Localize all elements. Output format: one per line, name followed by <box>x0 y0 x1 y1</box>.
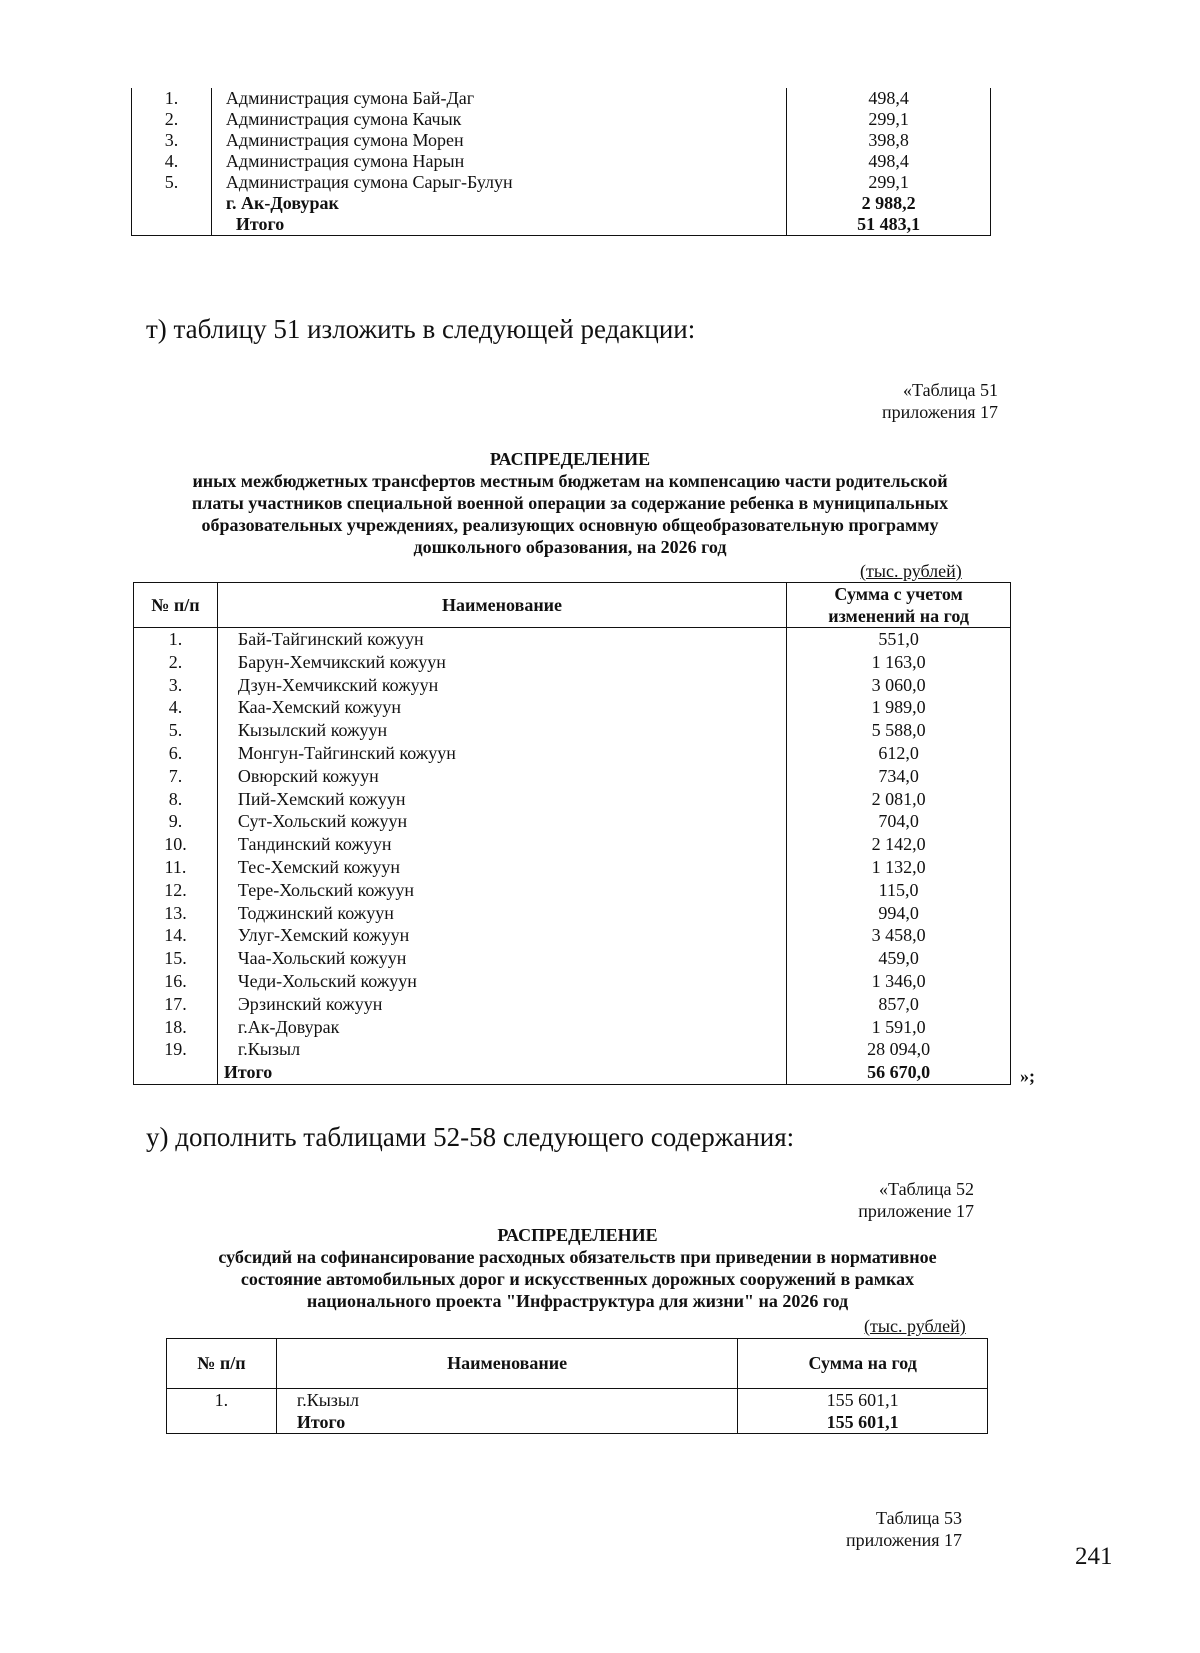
closing-quote: »; <box>1020 1066 1035 1086</box>
row-value: 1 132,0 <box>871 856 926 877</box>
row-number: 1. <box>167 1389 277 1412</box>
table-51-subtitle-3: образовательных учреждениях, реализующих основную общеобразовательную программу <box>201 515 939 535</box>
row-name: Чеди-Хольский кожуун <box>217 970 786 993</box>
table-row <box>134 742 1011 765</box>
table-row <box>134 696 1011 719</box>
row-value: 612,0 <box>878 742 919 763</box>
row-name: Монгун-Тайгинский кожуун <box>217 742 786 765</box>
row-name: Тоджинский кожуун <box>217 902 786 925</box>
row-number-empty <box>132 193 212 214</box>
row-name: Администрация сумона Сарыг-Булун <box>211 172 786 193</box>
row-value: 2 142,0 <box>871 834 926 855</box>
row-number: 13. <box>134 902 218 925</box>
city-value: 2 988,2 <box>787 193 991 214</box>
table-row <box>132 172 991 193</box>
col-header-sum <box>787 583 1011 628</box>
total-row <box>134 1061 1011 1084</box>
col-header-sum-line2: изменений на год <box>828 606 969 626</box>
row-value: 857,0 <box>878 993 919 1014</box>
row-name: Улуг-Хемский кожуун <box>217 924 786 947</box>
row-value: 459,0 <box>878 948 919 969</box>
row-value: 734,0 <box>878 765 919 786</box>
table-row <box>134 765 1011 788</box>
row-name: Тес-Хемский кожуун <box>217 856 786 879</box>
table-row <box>134 719 1011 742</box>
row-value: 1 163,0 <box>871 651 926 672</box>
row-number: 14. <box>134 924 218 947</box>
table-51-subtitle-4: дошкольного образования, на 2026 год <box>413 537 727 557</box>
table-51-title: РАСПРЕДЕЛЕНИЕ <box>489 449 651 469</box>
row-value: 2 081,0 <box>871 788 926 809</box>
total-row <box>132 214 991 235</box>
row-value: 498,4 <box>787 151 991 172</box>
row-name: г.Кызыл <box>217 1038 786 1061</box>
row-value: 498,4 <box>787 88 991 109</box>
section-heading-u: у) дополнить таблицами 52-58 следующего содержания: <box>146 1122 795 1152</box>
table-52-caption-line1: «Таблица 52 <box>879 1179 974 1199</box>
row-value: 28 094,0 <box>867 1039 931 1060</box>
row-number: 8. <box>134 788 218 811</box>
table-row <box>134 879 1011 902</box>
row-name: Дзун-Хемчикский кожуун <box>217 674 786 697</box>
col-header-sum-line1: Сумма с учетом <box>834 584 963 604</box>
row-number-empty <box>167 1411 277 1434</box>
row-name: Овюрский кожуун <box>217 765 786 788</box>
row-number: 18. <box>134 1016 218 1039</box>
row-number: 3. <box>134 674 218 697</box>
city-label: г. Ак-Довурак <box>211 193 786 214</box>
table-51-subtitle-1: иных межбюджетных трансфертов местным бюджетам на компенсацию части родительской <box>192 471 948 491</box>
row-number: 1. <box>164 88 179 108</box>
row-number: 4. <box>164 151 179 171</box>
table-row <box>134 833 1011 856</box>
row-name: Сут-Хольский кожуун <box>217 810 786 833</box>
table-row <box>134 810 1011 833</box>
table-row <box>132 151 991 172</box>
row-number: 12. <box>134 879 218 902</box>
row-name: Эрзинский кожуун <box>217 993 786 1016</box>
table-50-tail <box>131 88 991 236</box>
table-row <box>132 88 991 109</box>
row-number: 3. <box>164 130 179 150</box>
col-header-no: № п/п <box>134 583 218 628</box>
row-name: Бай-Тайгинский кожуун <box>217 628 786 651</box>
table-row <box>132 130 991 151</box>
row-value: 1 346,0 <box>871 970 926 991</box>
col-header-name: Наименование <box>276 1339 737 1389</box>
table-row <box>134 674 1011 697</box>
table-row <box>134 902 1011 925</box>
row-number-empty <box>134 1061 218 1084</box>
row-number: 11. <box>134 856 218 879</box>
row-number: 6. <box>134 742 218 765</box>
row-number: 19. <box>134 1038 218 1061</box>
row-value: 398,8 <box>787 130 991 151</box>
table-51-caption-line1: «Таблица 51 <box>903 380 998 400</box>
table-52-title-block <box>130 1224 1025 1312</box>
row-name: Администрация сумона Бай-Даг <box>211 88 786 109</box>
table-row <box>134 1038 1011 1061</box>
page-number: 241 <box>1075 1543 1113 1570</box>
row-name: г.Кызыл <box>276 1389 737 1412</box>
table-52-subtitle-2: состояние автомобильных дорог и искусственных дорожных сооружений в рамках <box>240 1269 915 1289</box>
table-row <box>134 856 1011 879</box>
section-heading-t: т) таблицу 51 изложить в следующей редакции: <box>146 314 696 344</box>
row-number: 15. <box>134 947 218 970</box>
row-value: 115,0 <box>878 879 919 900</box>
row-number: 5. <box>164 172 179 192</box>
table-row <box>134 651 1011 674</box>
row-number: 17. <box>134 993 218 1016</box>
row-name: г.Ак-Довурак <box>217 1016 786 1039</box>
row-number: 2. <box>164 109 179 129</box>
row-number: 1. <box>134 628 218 651</box>
table-51-subtitle-2: платы участников специальной военной операции за содержание ребенка в муниципальных <box>191 493 949 513</box>
total-label: Итого <box>217 1061 786 1084</box>
row-number: 5. <box>134 719 218 742</box>
table-51-caption-line2: приложения 17 <box>881 402 998 422</box>
row-name: Пий-Хемский кожуун <box>217 788 786 811</box>
city-row <box>132 193 991 214</box>
table-51-units: (тыс. рублей) <box>860 561 962 581</box>
table-53-caption-line1: Таблица 53 <box>876 1508 962 1528</box>
total-label: Итого <box>211 214 786 235</box>
table-row <box>134 947 1011 970</box>
table-52-title: РАСПРЕДЕЛЕНИЕ <box>497 1225 658 1245</box>
total-value: 51 483,1 <box>787 214 991 235</box>
row-value: 3 060,0 <box>871 674 926 695</box>
row-name: Чаа-Хольский кожуун <box>217 947 786 970</box>
table-51 <box>133 582 1011 1085</box>
row-value: 299,1 <box>787 109 991 130</box>
row-name: Тандинский кожуун <box>217 833 786 856</box>
total-row <box>167 1411 988 1434</box>
table-row <box>134 628 1011 651</box>
row-name: Тере-Хольский кожуун <box>217 879 786 902</box>
table-row <box>134 788 1011 811</box>
row-name: Кызылский кожуун <box>217 719 786 742</box>
row-value: 994,0 <box>878 902 919 923</box>
row-name: Администрация сумона Морен <box>211 130 786 151</box>
row-value: 1 989,0 <box>871 697 926 718</box>
table-52 <box>166 1338 988 1434</box>
table-row <box>132 109 991 130</box>
row-value: 551,0 <box>878 629 919 649</box>
table-52-units: (тыс. рублей) <box>864 1316 966 1336</box>
row-number: 10. <box>134 833 218 856</box>
total-value: 56 670,0 <box>867 1062 931 1083</box>
table-52-caption <box>700 1178 974 1222</box>
table-51-title-block <box>130 448 1010 558</box>
total-value: 155 601,1 <box>826 1412 899 1432</box>
row-number: 7. <box>134 765 218 788</box>
table-52-subtitle-1: субсидий на софинансирование расходных обязательств при приведении в нормативное <box>218 1247 937 1267</box>
row-name: Каа-Хемский кожуун <box>217 696 786 719</box>
col-header-name: Наименование <box>217 583 786 628</box>
table-52-caption-line2: приложение 17 <box>858 1201 974 1221</box>
row-name: Барун-Хемчикский кожуун <box>217 651 786 674</box>
row-value: 155 601,1 <box>826 1390 899 1410</box>
table-row <box>134 1016 1011 1039</box>
table-row <box>167 1389 988 1412</box>
table-51-caption <box>700 379 998 423</box>
row-name: Администрация сумона Нарын <box>211 151 786 172</box>
row-number: 9. <box>134 810 218 833</box>
row-value: 704,0 <box>878 811 919 832</box>
row-value: 5 588,0 <box>871 720 926 741</box>
row-value: 1 591,0 <box>871 1016 926 1037</box>
table-row <box>134 924 1011 947</box>
table-row <box>134 970 1011 993</box>
row-value: 299,1 <box>787 172 991 193</box>
row-value: 3 458,0 <box>871 925 926 946</box>
table-53-caption-line2: приложения 17 <box>845 1530 962 1550</box>
table-53-caption <box>700 1507 962 1551</box>
table-52-subtitle-3: национального проекта "Инфраструктура для жизни" на 2026 год <box>306 1291 849 1311</box>
row-number: 2. <box>134 651 218 674</box>
row-number-empty <box>132 214 212 235</box>
col-header-no: № п/п <box>167 1339 277 1389</box>
total-label: Итого <box>276 1411 737 1434</box>
table-row <box>134 993 1011 1016</box>
row-number: 16. <box>134 970 218 993</box>
row-name: Администрация сумона Качык <box>211 109 786 130</box>
col-header-sum: Сумма на год <box>738 1339 988 1389</box>
row-number: 4. <box>134 696 218 719</box>
